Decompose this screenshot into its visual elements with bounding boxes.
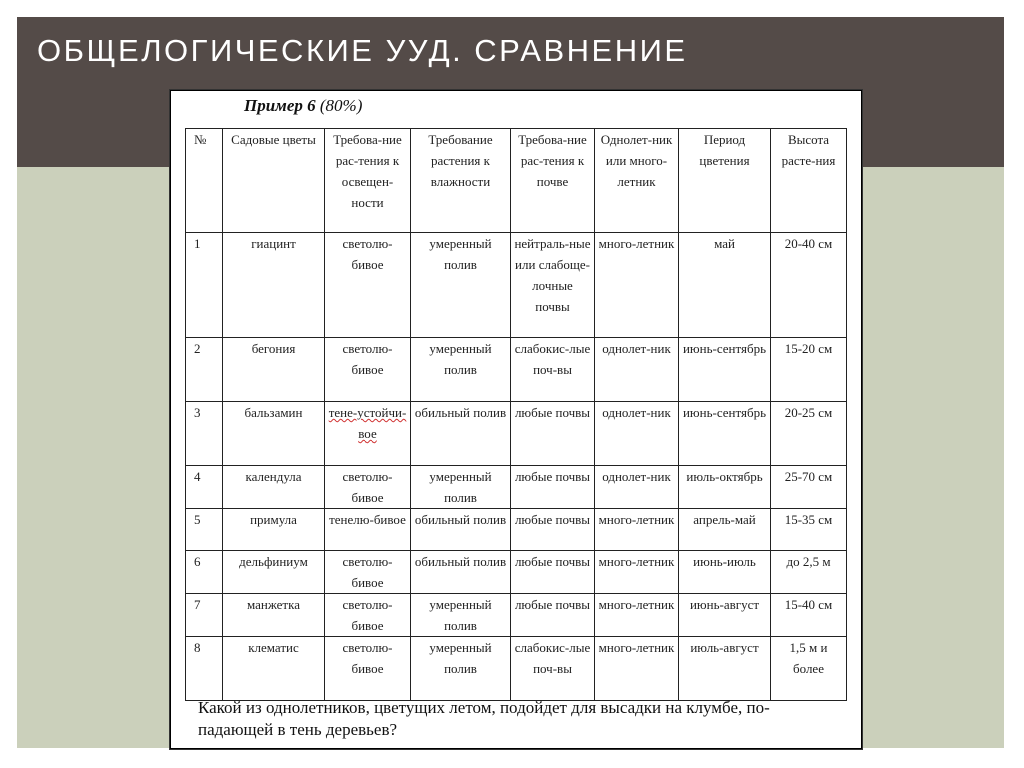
cell-moisture: умеренный полив [411, 466, 511, 509]
cell-number: 4 [186, 466, 223, 509]
table-row [186, 402, 847, 466]
cell-number: 1 [186, 233, 223, 338]
cell-soil: любые почвы [511, 509, 595, 551]
table-row [186, 466, 847, 509]
cell-number: 2 [186, 338, 223, 402]
cell-bloom-period: июнь-сентябрь [679, 402, 771, 466]
cell-number: 3 [186, 402, 223, 466]
header-moisture: Требование растения к влажности [411, 129, 511, 233]
cell-moisture: умеренный полив [411, 594, 511, 637]
cell-flower: примула [223, 509, 325, 551]
header-height: Высота расте-ния [771, 129, 847, 233]
cell-flower: клематис [223, 637, 325, 701]
cell-bloom-period: апрель-май [679, 509, 771, 551]
cell-height: 15-40 см [771, 594, 847, 637]
cell-moisture: умеренный полив [411, 338, 511, 402]
cell-soil: слабокис-лые поч-вы [511, 338, 595, 402]
cell-flower: дельфиниум [223, 551, 325, 594]
cell-bloom-period: июнь-июль [679, 551, 771, 594]
cell-bloom-period: июнь-август [679, 594, 771, 637]
cell-lifecycle: много-летник [595, 233, 679, 338]
cell-moisture: умеренный полив [411, 637, 511, 701]
cell-soil: слабокис-лые поч-вы [511, 637, 595, 701]
cell-height: 25-70 см [771, 466, 847, 509]
table-header-row [186, 129, 847, 233]
cell-height: до 2,5 м [771, 551, 847, 594]
header-number: № [186, 129, 223, 233]
header-bloom-period: Период цветения [679, 129, 771, 233]
table-row [186, 637, 847, 701]
cell-light [325, 402, 411, 466]
cell-soil: нейтраль-ные или слабоще-лочные почвы [511, 233, 595, 338]
cell-flower: календула [223, 466, 325, 509]
table-row [186, 551, 847, 594]
cell-soil: любые почвы [511, 466, 595, 509]
cell-bloom-period: май [679, 233, 771, 338]
header-soil: Требова-ние рас-тения к почве [511, 129, 595, 233]
cell-height: 15-35 см [771, 509, 847, 551]
example-heading-label: Пример 6 [244, 96, 316, 115]
cell-flower: манжетка [223, 594, 325, 637]
table-row [186, 233, 847, 338]
cell-soil: любые почвы [511, 594, 595, 637]
cell-height: 20-25 см [771, 402, 847, 466]
cell-moisture: обильный полив [411, 402, 511, 466]
cell-bloom-period: июнь-сентябрь [679, 338, 771, 402]
cell-flower: бальзамин [223, 402, 325, 466]
header-lifecycle: Однолет-ник или много-летник [595, 129, 679, 233]
cell-height: 1,5 м и более [771, 637, 847, 701]
cell-light: светолю-бивое [325, 637, 411, 701]
cell-lifecycle: однолет-ник [595, 338, 679, 402]
cell-soil: любые почвы [511, 402, 595, 466]
document-image [170, 90, 862, 749]
cell-height: 15-20 см [771, 338, 847, 402]
cell-light: светолю-бивое [325, 551, 411, 594]
cell-lifecycle: много-летник [595, 509, 679, 551]
table-row [186, 509, 847, 551]
cell-number: 5 [186, 509, 223, 551]
cell-lifecycle: много-летник [595, 594, 679, 637]
slide-title: ОБЩЕЛОГИЧЕСКИЕ УУД. СРАВНЕНИЕ [37, 33, 688, 68]
cell-soil: любые почвы [511, 551, 595, 594]
cell-number: 8 [186, 637, 223, 701]
cell-lifecycle: много-летник [595, 637, 679, 701]
cell-lifecycle: однолет-ник [595, 466, 679, 509]
cell-moisture: умеренный полив [411, 233, 511, 338]
table-row [186, 594, 847, 637]
cell-moisture: обильный полив [411, 551, 511, 594]
cell-bloom-period: июль-август [679, 637, 771, 701]
cell-light: тенелю-бивое [325, 509, 411, 551]
header-flowers: Садовые цветы [223, 129, 325, 233]
example-heading [244, 96, 362, 116]
cell-flower: гиацинт [223, 233, 325, 338]
cell-light: светолю-бивое [325, 594, 411, 637]
cell-bloom-period: июль-октябрь [679, 466, 771, 509]
cell-lifecycle: много-летник [595, 551, 679, 594]
cell-number: 6 [186, 551, 223, 594]
cell-number: 7 [186, 594, 223, 637]
cell-light-text: тене-устойчи-вое [328, 405, 407, 441]
cell-lifecycle: однолет-ник [595, 402, 679, 466]
example-heading-percent: (80%) [319, 96, 363, 115]
comparison-table [185, 128, 847, 701]
cell-light: светолю-бивое [325, 338, 411, 402]
cell-light: светолю-бивое [325, 233, 411, 338]
cell-height: 20-40 см [771, 233, 847, 338]
table-row [186, 338, 847, 402]
question-text: Какой из однолетников, цветущих летом, подойдет для высадки на клумбе, по-падающей в тень деревьев? [198, 698, 770, 739]
cell-light: светолю-бивое [325, 466, 411, 509]
header-light: Требова-ние рас-тения к освещен-ности [325, 129, 411, 233]
cell-flower: бегония [223, 338, 325, 402]
cell-moisture: обильный полив [411, 509, 511, 551]
